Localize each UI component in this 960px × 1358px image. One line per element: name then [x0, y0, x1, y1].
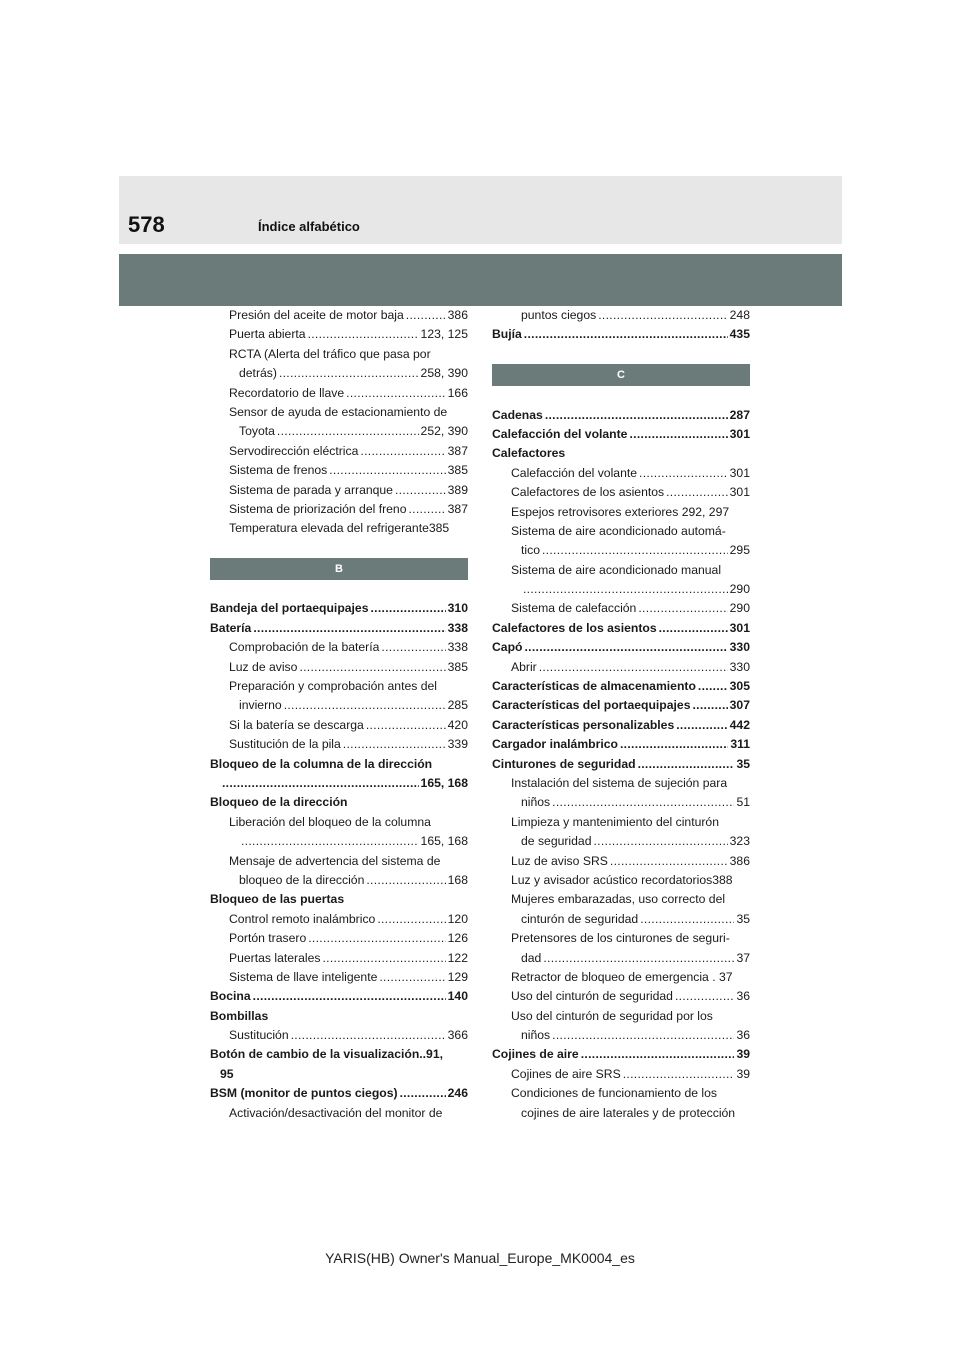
- entry-term: Características de almacenamiento: [492, 679, 696, 694]
- index-entry: [492, 483, 750, 502]
- dot-leader: [409, 500, 446, 519]
- dot-leader: [241, 832, 419, 851]
- index-text: Limpieza y mantenimiento del cinturón: [511, 814, 719, 829]
- entry-page: 166: [447, 385, 468, 400]
- entry-page: 339: [447, 737, 468, 752]
- entry-page: 168: [447, 872, 468, 887]
- index-entry: [492, 1045, 750, 1064]
- dot-leader: [539, 658, 728, 677]
- dot-leader: [360, 442, 445, 461]
- index-entry: [210, 735, 468, 754]
- entry-page: 301: [729, 620, 750, 635]
- index-text: 95: [220, 1066, 234, 1081]
- dot-leader: [308, 929, 445, 948]
- dot-leader: [676, 716, 727, 735]
- entry-term: Servodirección eléctrica: [229, 443, 359, 458]
- dot-leader: [308, 325, 419, 344]
- index-text: Preparación y comprobación antes del: [229, 679, 437, 694]
- entry-page: 35: [736, 756, 750, 771]
- index-entry: [492, 425, 750, 444]
- index-entry: [210, 929, 468, 948]
- dot-leader: [524, 325, 728, 344]
- index-entry: [492, 755, 750, 774]
- index-entry: [492, 325, 750, 344]
- index-text: Condiciones de funcionamiento de los: [511, 1086, 717, 1101]
- dot-leader: [620, 735, 728, 754]
- index-entry: [210, 1084, 468, 1103]
- dot-leader: [377, 910, 445, 929]
- index-entry: [492, 619, 750, 638]
- entry-term: puntos ciegos: [521, 308, 597, 322]
- entry-page: 129: [447, 969, 468, 984]
- entry-page: 305: [729, 679, 750, 694]
- entry-term: Capó: [492, 640, 523, 655]
- index-text: cojines de aire laterales y de protección: [521, 1105, 736, 1120]
- entry-page: 290: [729, 582, 750, 597]
- entry-page: 307: [729, 698, 750, 713]
- index-text: Pretensores de los cinturones de seguri-: [511, 931, 730, 946]
- section-title: Índice alfabético: [258, 219, 360, 234]
- index-entry: [210, 1026, 468, 1045]
- entry-term: Calefactores de los asientos: [511, 485, 665, 500]
- entry-term: Batería: [210, 620, 252, 635]
- entry-page: 51: [736, 795, 750, 810]
- dot-leader: [400, 1084, 446, 1103]
- entry-page: 301: [729, 426, 750, 441]
- index-entry: [210, 481, 468, 500]
- page-number: 578: [128, 212, 165, 237]
- index-text: Mujeres embarazadas, uso correcto del: [511, 892, 726, 907]
- entry-page: 36: [736, 989, 750, 1004]
- entry-page: 311: [730, 737, 750, 752]
- entry-term: Luz de aviso: [229, 659, 298, 674]
- entry-term: Abrir: [511, 659, 537, 674]
- index-text: Bloqueo de la dirección: [210, 795, 348, 810]
- index-text: Activación/desactivación del monitor de: [229, 1105, 443, 1120]
- entry-term: Control remoto inalámbrico: [229, 911, 376, 926]
- entry-page: 140: [447, 989, 468, 1004]
- dot-leader: [552, 1026, 734, 1045]
- entry-page: 330: [729, 659, 750, 674]
- index-entry: [210, 461, 468, 480]
- entry-term: Sistema de frenos: [229, 463, 328, 478]
- index-entry: [210, 442, 468, 461]
- entry-term: detrás): [239, 366, 277, 381]
- index-entry: [492, 716, 750, 735]
- index-entry: [210, 306, 468, 325]
- dot-leader: [638, 755, 735, 774]
- index-entry: [492, 580, 750, 599]
- dot-leader: [291, 1026, 446, 1045]
- index-entry: [492, 987, 750, 1006]
- index-text: Temperatura elevada del refrigerante385: [229, 521, 450, 536]
- entry-page: 285: [447, 698, 468, 713]
- entry-term: Portón trasero: [229, 931, 307, 946]
- index-entry: [210, 384, 468, 403]
- index-entry: [210, 774, 468, 793]
- footer-manual-id: YARIS(HB) Owner's Manual_Europe_MK0004_es: [325, 1250, 635, 1266]
- entry-term: Sustitución: [229, 1028, 289, 1043]
- entry-page: 301: [729, 465, 750, 480]
- entry-term: Calefacción del volante: [511, 465, 638, 480]
- entry-page: 385: [447, 659, 468, 674]
- entry-page: 330: [729, 640, 750, 655]
- entry-term: Toyota: [239, 424, 275, 439]
- entry-page: 123, 125: [420, 327, 468, 342]
- entry-page: 122: [447, 950, 468, 965]
- entry-page: 39: [736, 1066, 750, 1081]
- dot-leader: [638, 599, 727, 618]
- entry-term: Calefactores de los asientos: [492, 620, 657, 635]
- spacer: [492, 345, 750, 364]
- dot-leader: [692, 696, 727, 715]
- index-entry: [492, 735, 750, 754]
- index-text: Sensor de ayuda de estacionamiento de: [229, 404, 448, 419]
- index-entry: [210, 871, 468, 890]
- entry-page: 120: [447, 911, 468, 926]
- entry-page: 126: [447, 931, 468, 946]
- entry-term: Bocina: [210, 989, 251, 1004]
- entry-page: 252, 390: [420, 424, 468, 439]
- entry-page: 295: [729, 543, 750, 558]
- index-text: Bloqueo de la columna de la dirección: [210, 756, 433, 771]
- entry-term: Comprobación de la batería: [229, 640, 380, 655]
- index-entry: [492, 406, 750, 425]
- index-entry: [210, 696, 468, 715]
- index-entry: [492, 793, 750, 812]
- entry-term: Cadenas: [492, 407, 543, 422]
- index-entry: [210, 325, 468, 344]
- entry-term: Si la batería se descarga: [229, 717, 364, 732]
- entry-page: 387: [447, 501, 468, 516]
- index-column-left: [210, 306, 468, 1123]
- dot-leader: [610, 852, 728, 871]
- spacer: [210, 580, 468, 599]
- entry-term: Calefacción del volante: [492, 426, 628, 441]
- index-entry: [492, 1026, 750, 1045]
- entry-page: 39: [736, 1047, 750, 1062]
- index-text: Botón de cambio de la visualización..91,: [210, 1047, 443, 1062]
- index-entry: [210, 638, 468, 657]
- dot-leader: [523, 580, 728, 599]
- entry-page: 442: [729, 717, 750, 732]
- index-entry: [492, 677, 750, 696]
- dot-leader: [346, 384, 445, 403]
- index-text: Sistema de aire acondicionado automá-: [511, 523, 726, 538]
- dot-leader: [640, 910, 734, 929]
- entry-page: 301: [729, 485, 750, 500]
- entry-term: Puertas laterales: [229, 950, 321, 965]
- spacer: [492, 386, 750, 405]
- dot-leader: [277, 422, 419, 441]
- index-text: Espejos retrovisores exteriores 292, 297: [511, 504, 730, 519]
- index-text: Calefactores: [492, 446, 566, 461]
- entry-term: invierno: [239, 698, 282, 713]
- entry-term: Sistema de llave inteligente: [229, 969, 378, 984]
- entry-term: Presión del aceite de motor baja: [229, 308, 404, 322]
- entry-term: Bandeja del portaequipajes: [210, 601, 369, 616]
- entry-page: 435: [729, 327, 750, 342]
- entry-page: 35: [736, 911, 750, 926]
- entry-term: Sistema de priorización del freno: [229, 501, 407, 516]
- entry-term: Luz de aviso SRS: [511, 853, 608, 868]
- entry-term: Cargador inalámbrico: [492, 737, 618, 752]
- dot-leader: [222, 774, 419, 793]
- entry-term: Sustitución de la pila: [229, 737, 341, 752]
- entry-term: Cinturones de seguridad: [492, 756, 636, 771]
- entry-page: 290: [729, 601, 750, 616]
- dot-leader: [598, 306, 727, 325]
- index-entry: [492, 910, 750, 929]
- index-entry: [210, 658, 468, 677]
- entry-page: 246: [447, 1086, 468, 1101]
- index-entry: [492, 696, 750, 715]
- index-entry: [210, 619, 468, 638]
- dot-leader: [299, 658, 445, 677]
- entry-term: Cojines de aire SRS: [511, 1066, 621, 1081]
- dot-leader: [542, 541, 728, 560]
- entry-page: 385: [447, 463, 468, 478]
- entry-term: Sistema de parada y arranque: [229, 482, 393, 497]
- dot-leader: [543, 949, 734, 968]
- index-text: Liberación del bloqueo de la columna: [229, 814, 431, 829]
- entry-term: Características del portaequipajes: [492, 698, 691, 713]
- index-text: RCTA (Alerta del tráfico que pasa por: [229, 346, 431, 361]
- entry-term: Sistema de calefacción: [511, 601, 637, 616]
- index-entry: [210, 832, 468, 851]
- entry-term: Características personalizables: [492, 717, 675, 732]
- section-band: [119, 254, 842, 306]
- dot-leader: [593, 832, 727, 851]
- index-column-right: [492, 306, 750, 1123]
- entry-page: 386: [729, 853, 750, 868]
- entry-page: 36: [736, 1028, 750, 1043]
- entry-page: 310: [447, 601, 468, 616]
- index-entry: [492, 599, 750, 618]
- dot-leader: [366, 871, 445, 890]
- entry-page: 248: [729, 308, 750, 322]
- entry-term: Puerta abierta: [229, 327, 306, 342]
- dot-leader: [524, 638, 727, 657]
- entry-term: niños: [521, 795, 551, 810]
- dot-leader: [343, 735, 446, 754]
- index-text: Bombillas: [210, 1008, 269, 1023]
- entry-term: cinturón de seguridad: [521, 911, 639, 926]
- entry-page: 323: [729, 834, 750, 849]
- dot-leader: [322, 949, 445, 968]
- index-entry: [492, 949, 750, 968]
- index-entry: [210, 500, 468, 519]
- entry-term: BSM (monitor de puntos ciegos): [210, 1086, 398, 1101]
- entry-page: 420: [447, 717, 468, 732]
- dot-leader: [666, 483, 728, 502]
- dot-leader: [370, 599, 445, 618]
- dot-leader: [545, 406, 728, 425]
- index-text: Sistema de aire acondicionado manual: [511, 562, 722, 577]
- index-entry: [210, 987, 468, 1006]
- dot-leader: [675, 987, 735, 1006]
- entry-page: 338: [447, 620, 468, 635]
- index-text: Uso del cinturón de seguridad por los: [511, 1008, 713, 1023]
- dot-leader: [581, 1045, 735, 1064]
- index-entry: [492, 638, 750, 657]
- dot-leader: [659, 619, 728, 638]
- dot-leader: [366, 716, 446, 735]
- entry-page: 165, 168: [420, 775, 468, 790]
- entry-page: 389: [447, 482, 468, 497]
- dot-leader: [279, 364, 419, 383]
- dot-leader: [395, 481, 446, 500]
- spacer: [210, 539, 468, 558]
- index-entry: [492, 541, 750, 560]
- index-entry: [210, 716, 468, 735]
- dot-leader: [381, 638, 445, 657]
- index-entry: [210, 599, 468, 618]
- dot-leader: [552, 793, 734, 812]
- entry-term: Bujía: [492, 327, 522, 342]
- letter-heading: B: [210, 558, 468, 580]
- entry-term: bloqueo de la dirección: [239, 872, 365, 887]
- dot-leader: [379, 968, 445, 987]
- entry-term: de seguridad: [521, 834, 592, 849]
- entry-term: tico: [521, 543, 540, 558]
- index-entry: [210, 968, 468, 987]
- index-text: Instalación del sistema de sujeción para: [511, 775, 728, 790]
- entry-term: Cojines de aire: [492, 1047, 579, 1062]
- index-entry: [210, 910, 468, 929]
- entry-page: 338: [447, 640, 468, 655]
- index-entry: [492, 852, 750, 871]
- index-text: Mensaje de advertencia del sistema de: [229, 853, 441, 868]
- entry-page: 37: [736, 950, 750, 965]
- entry-term: Uso del cinturón de seguridad: [511, 989, 673, 1004]
- index-entry: [210, 364, 468, 383]
- entry-page: 366: [447, 1028, 468, 1043]
- index-text: Retractor de bloqueo de emergencia . 37: [511, 969, 733, 984]
- header-band: [119, 176, 842, 244]
- dot-leader: [253, 619, 445, 638]
- index-entry: [492, 832, 750, 851]
- entry-page: 258, 390: [420, 366, 468, 381]
- index-entry: [492, 658, 750, 677]
- entry-term: Recordatorio de llave: [229, 385, 345, 400]
- dot-leader: [623, 1065, 735, 1084]
- entry-page: 387: [447, 443, 468, 458]
- dot-leader: [329, 461, 445, 480]
- entry-page: 287: [729, 407, 750, 422]
- index-text: Bloqueo de las puertas: [210, 892, 345, 907]
- dot-leader: [629, 425, 727, 444]
- entry-page: 386: [447, 308, 468, 322]
- dot-leader: [284, 696, 446, 715]
- index-entry: [210, 949, 468, 968]
- index-entry: [492, 1065, 750, 1084]
- dot-leader: [406, 306, 446, 325]
- index-text: Luz y avisador acústico recordatorios388: [511, 872, 733, 887]
- entry-term: niños: [521, 1028, 551, 1043]
- entry-term: dad: [521, 950, 542, 965]
- index-entry: [492, 464, 750, 483]
- dot-leader: [698, 677, 728, 696]
- entry-page: 165, 168: [420, 834, 468, 849]
- letter-heading: C: [492, 364, 750, 386]
- index-entry: [492, 306, 750, 325]
- index-entry: [210, 422, 468, 441]
- dot-leader: [253, 987, 446, 1006]
- dot-leader: [639, 464, 728, 483]
